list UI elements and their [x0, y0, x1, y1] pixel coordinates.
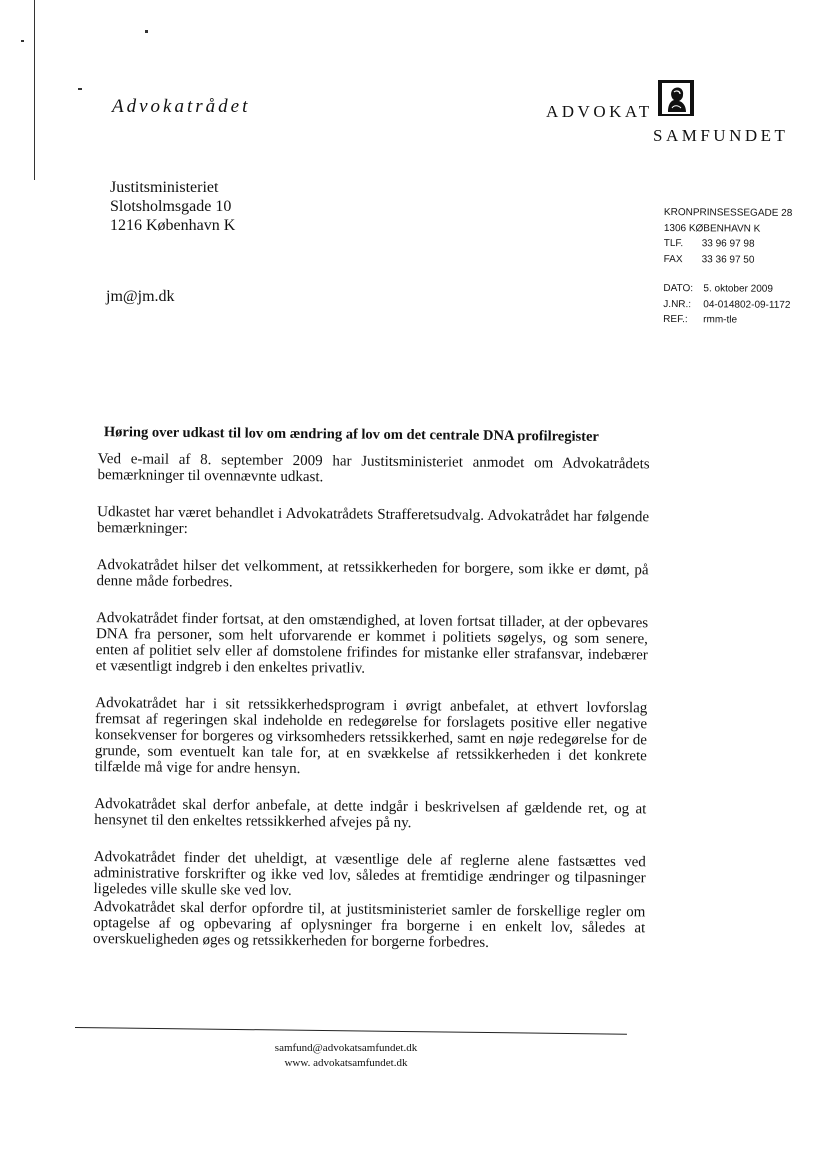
sender-contact-block — [663, 205, 792, 328]
letter-footer — [246, 1041, 446, 1071]
phone-label: TLF. — [663, 237, 684, 250]
recipient-address — [110, 178, 235, 235]
journal-label: J.NR.: — [663, 298, 692, 310]
phone-number: 33 96 97 98 — [701, 238, 755, 250]
recipient-email: jm@jm.dk — [106, 288, 175, 305]
footer-website: www. advokatsamfundet.dk — [284, 1057, 408, 1069]
date-row — [663, 281, 791, 297]
body-paragraph: Advokatrådet finder det uheldigt, at væsentlige dele af reglerne alene fastsættes ved administrative forskrifter og ikke ved lov, således at fremtidige ændringer og tilpasninger ligeledes ville skulle ske ved lov. — [93, 849, 646, 899]
letter-subject: Høring over udkast til lov om ændring af lov om det centrale DNA profilregister — [103, 424, 599, 445]
footer-divider — [75, 1027, 627, 1035]
body-paragraph: Advokatrådet finder fortsat, at den omstændighed, at loven fortsat tillader, at der opbevares DNA fra personer, som helt uforvarende er kommet i politiets søgelys, og som senere, enten af politiet selv eller af domstolene frifindes for mistanke eller strafansvar, indebærer et væsentligt indgreb i den enkeltes privatliv. — [95, 610, 649, 677]
body-paragraph: Advokatrådet hilser det velkomment, at retssikkerheden for borgere, som ikke er dømt, på denne måde forbedres. — [96, 557, 649, 591]
body-paragraph: Udkastet har været behandlet i Advokatrådets Strafferetsudvalg. Advokatrådet har følgende bemærkninger: — [96, 504, 650, 537]
body-paragraph: Advokatrådet har i sit retssikkerhedsprogram i øvrigt anbefalet, at ethvert lovforslag fremsat af regeringen skal indeholde en redegørelse for forslagets positive eller negative konsekvenser for borgeres og virksomheders retssikkerhed, samt en nøje redegørelse for de grunde, som eventuelt kan tale for, at en svækkelse af retssikkerheden i det konkrete tilfælde må vige for andre hensyn. — [94, 695, 648, 778]
body-paragraph: Advokatrådet skal derfor opfordre til, at justitsministeriet samler de forskellige regler om optagelse af og opbevaring af oplysninger fra borgerne i en enkelt lov, således at overskueligheden øges og retssikkerheden for borgerne forbedres. — [92, 899, 646, 951]
reference-value: rmm-tle — [703, 314, 738, 326]
phone-row — [664, 236, 792, 252]
logo-text-bottom: SAMFUNDET — [653, 126, 789, 145]
fax-row — [664, 251, 792, 267]
body-paragraph: Ved e-mail af 8. september 2009 har Justitsministeriet anmodet om Advokatrådets bemærkninger til ovennævnte udkast. — [97, 451, 650, 486]
journal-number: 04-014802-09-1172 — [703, 298, 791, 311]
sender-city: 1306 KØBENHAVN K — [663, 222, 761, 235]
scan-speck — [145, 30, 148, 33]
bust-portrait-icon — [656, 78, 696, 118]
scan-margin-line — [34, 0, 35, 180]
sender-street: KRONPRINSESSEGADE 28 — [663, 206, 793, 219]
reference-label: REF.: — [663, 313, 688, 326]
fax-label: FAX — [663, 253, 683, 265]
letter-body — [85, 424, 650, 973]
reference-row — [663, 312, 791, 328]
advokatsamfundet-logo — [546, 76, 796, 146]
recipient-line: 1216 København K — [110, 217, 236, 234]
recipient-line: Slotsholmsgade 10 — [110, 198, 232, 215]
scan-speck — [21, 40, 24, 42]
footer-email: samfund@advokatsamfundet.dk — [274, 1042, 418, 1054]
journal-row — [663, 296, 791, 312]
fax-number: 33 36 97 50 — [701, 253, 755, 266]
scan-speck — [78, 88, 82, 90]
recipient-line: Justitsministeriet — [110, 179, 219, 196]
date-label: DATO: — [663, 282, 694, 295]
date-value: 5. oktober 2009 — [703, 283, 773, 295]
sender-name: Advokatrådet — [112, 96, 251, 117]
logo-text-top: ADVOKAT — [546, 102, 653, 121]
body-paragraph: Advokatrådet skal derfor anbefale, at dette indgår i beskrivelsen af gældende ret, og at hensynet til den enkeltes retssikkerhed afvejes på ny. — [94, 796, 647, 832]
